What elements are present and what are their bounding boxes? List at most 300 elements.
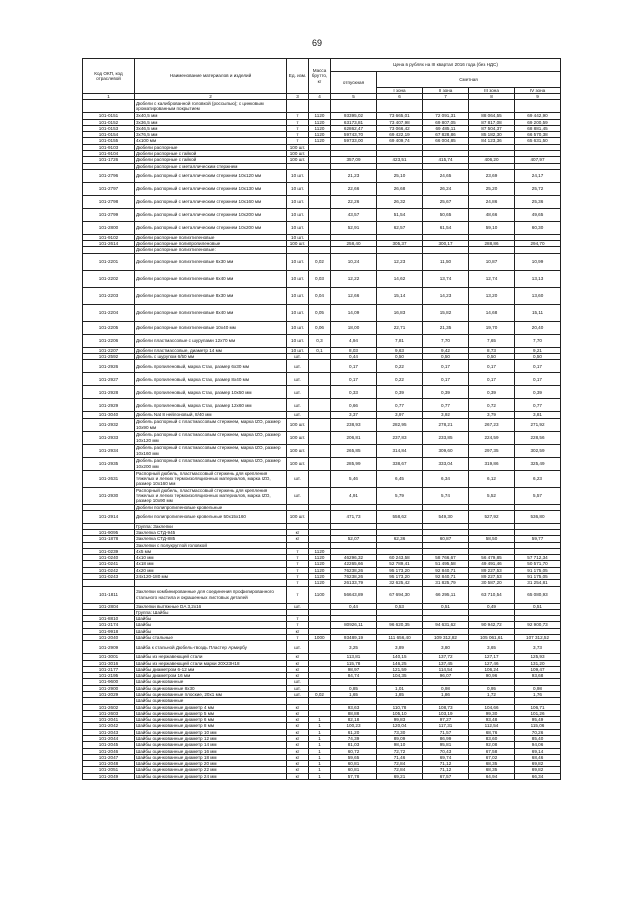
price-zone-1-cell: 89,09 bbox=[377, 735, 423, 741]
price-zone-3-cell: 90,96 bbox=[469, 673, 515, 679]
unit-cell: шт. bbox=[287, 685, 309, 691]
name-cell: Шайбы оцинкованные диаметр 5 мм bbox=[135, 710, 287, 716]
code-cell: 101-2930 bbox=[83, 487, 135, 504]
price-zone-4-cell: 69 442,90 bbox=[515, 113, 561, 119]
table-row bbox=[83, 444, 561, 457]
code-cell: 101-1878 bbox=[83, 536, 135, 542]
price-zone-1-cell: 104,35 bbox=[377, 673, 423, 679]
mass-cell: 0,02 bbox=[309, 253, 331, 270]
price-zone-2-cell: 50,65 bbox=[423, 208, 469, 221]
price-released-cell: 82,18 bbox=[331, 717, 377, 723]
name-cell: Шайбы оцинкованные диаметр 20 мм bbox=[135, 761, 287, 767]
price-table bbox=[82, 58, 561, 780]
code-cell: 101-9104 bbox=[83, 150, 135, 156]
price-zone-2-cell: 58 766,67 bbox=[423, 555, 469, 561]
price-zone-3-cell: 68,35 bbox=[469, 761, 515, 767]
unit-cell: 10 шт. bbox=[287, 195, 309, 208]
price-zone-1-cell: 98,10 bbox=[377, 742, 423, 748]
code-cell: 101-2592 bbox=[83, 353, 135, 359]
price-released-cell: 59733,00 bbox=[331, 138, 377, 144]
price-released-cell: 42265,66 bbox=[331, 561, 377, 567]
price-released-cell: 0,44 bbox=[331, 603, 377, 609]
price-zone-3-cell: 106,24 bbox=[469, 666, 515, 672]
header-price-caption: Цена в рублях на III квартал 2016 года (без НДС) bbox=[331, 59, 561, 72]
table-row bbox=[83, 457, 561, 470]
table-row bbox=[83, 574, 561, 580]
price-released-cell: 18,00 bbox=[331, 321, 377, 334]
code-cell: 101-2798 bbox=[83, 195, 135, 208]
price-zone-3-cell: 406,20 bbox=[469, 157, 515, 163]
price-released-cell: 59,65 bbox=[331, 754, 377, 760]
price-released-cell: 56643,89 bbox=[331, 586, 377, 603]
price-zone-4-cell: 0,50 bbox=[515, 353, 561, 359]
price-released-cell: 8,03 bbox=[331, 347, 377, 353]
price-zone-2-cell: 92 840,71 bbox=[423, 574, 469, 580]
price-zone-1-cell: 62,36 bbox=[377, 536, 423, 542]
price-zone-3-cell: 56 479,85 bbox=[469, 555, 515, 561]
code-cell: 101-3040 bbox=[83, 412, 135, 418]
name-cell: Дюбели распорные bbox=[135, 144, 287, 150]
unit-cell: шт. bbox=[287, 399, 309, 412]
code-cell: 101-2174 bbox=[83, 622, 135, 628]
name-cell: 3х46,5 мм bbox=[135, 125, 287, 131]
code-cell: 101-9918 bbox=[83, 628, 135, 634]
mass-cell: 1120 bbox=[309, 119, 331, 125]
mass-cell: 1 bbox=[309, 723, 331, 729]
name-cell: Дюбели распорные полиэтиленовые bbox=[135, 234, 287, 240]
price-zone-3-cell: 49 491,46 bbox=[469, 561, 515, 567]
price-zone-3-cell: 0,95 bbox=[469, 685, 515, 691]
price-zone-1-cell: 0,77 bbox=[377, 399, 423, 412]
price-zone-3-cell: 64,94 bbox=[469, 773, 515, 779]
price-zone-3-cell: 7,65 bbox=[469, 334, 515, 347]
unit-cell: 10 шт. bbox=[287, 347, 309, 353]
price-zone-2-cell: 0,98 bbox=[423, 685, 469, 691]
price-zone-4-cell: 0,51 bbox=[515, 603, 561, 609]
unit-cell: т bbox=[287, 555, 309, 561]
mass-cell: 0,04 bbox=[309, 287, 331, 304]
header-estimate: Сметная bbox=[377, 72, 561, 88]
code-cell: 101-0151 bbox=[83, 113, 135, 119]
unit-cell: 10 шт. bbox=[287, 270, 309, 287]
code-cell: 101-0242 bbox=[83, 567, 135, 573]
code-cell: 101-2048 bbox=[83, 761, 135, 767]
code-cell: 101-2203 bbox=[83, 287, 135, 304]
table-row bbox=[83, 321, 561, 334]
mass-cell: 1 bbox=[309, 773, 331, 779]
price-zone-1-cell: 9,63 bbox=[377, 347, 423, 353]
price-zone-3-cell: 89 227,53 bbox=[469, 567, 515, 573]
unit-cell: шт. bbox=[287, 386, 309, 399]
price-released-cell: 0,66 bbox=[331, 399, 377, 412]
col-number: 4 bbox=[309, 94, 331, 100]
price-zone-2-cell: 108,73 bbox=[423, 704, 469, 710]
code-cell: 101-2631 bbox=[83, 470, 135, 487]
price-zone-1-cell: 7,81 bbox=[377, 334, 423, 347]
name-cell: Шайбы оцинкованные диаметр 18 мм bbox=[135, 754, 287, 760]
price-zone-4-cell: 57 712,34 bbox=[515, 555, 561, 561]
price-zone-2-cell: 137,72 bbox=[423, 654, 469, 660]
price-zone-3-cell: 59,10 bbox=[469, 221, 515, 234]
price-zone-4-cell: 65 631,50 bbox=[515, 138, 561, 144]
name-cell: Шайбы оцинкованные диаметр 14 мм bbox=[135, 742, 287, 748]
name-cell: Дюбели распорные полиэтиленовые 6х40 мм bbox=[135, 270, 287, 287]
price-zone-2-cell: 1,86 bbox=[423, 691, 469, 697]
price-released-cell: 0,17 bbox=[331, 373, 377, 386]
name-cell: Заклепки комбинированные для соединения профилированного стального настила и окрашенных листовых деталей bbox=[135, 586, 287, 603]
price-zone-1-cell: 71,46 bbox=[377, 754, 423, 760]
price-zone-3-cell: 99,30 bbox=[469, 710, 515, 716]
price-zone-3-cell: 13,20 bbox=[469, 287, 515, 304]
unit-cell: кг bbox=[287, 536, 309, 542]
mass-cell: 1 bbox=[309, 735, 331, 741]
mass-cell: 1 bbox=[309, 767, 331, 773]
price-zone-3-cell: 19,70 bbox=[469, 321, 515, 334]
table-row bbox=[83, 221, 561, 234]
price-zone-2-cell: 9,42 bbox=[423, 347, 469, 353]
name-cell: Дюбели распорные с гайкой bbox=[135, 157, 287, 163]
unit-cell: 10 шт. bbox=[287, 234, 309, 240]
price-zone-3-cell: 48,66 bbox=[469, 208, 515, 221]
mass-cell: 1 bbox=[309, 748, 331, 754]
code-cell: 101-2206 bbox=[83, 334, 135, 347]
price-zone-2-cell: 333,04 bbox=[423, 457, 469, 470]
price-zone-3-cell: 30 587,20 bbox=[469, 580, 515, 586]
unit-cell: т bbox=[287, 113, 309, 119]
mass-cell: 1 bbox=[309, 761, 331, 767]
price-zone-4-cell: 13,13 bbox=[515, 270, 561, 287]
code-cell: 101-1811 bbox=[83, 586, 135, 603]
code-cell: 101-0152 bbox=[83, 119, 135, 125]
price-zone-3-cell: 127,46 bbox=[469, 660, 515, 666]
price-released-cell bbox=[331, 100, 377, 113]
price-zone-1-cell: 0,22 bbox=[377, 360, 423, 373]
unit-cell: шт. bbox=[287, 360, 309, 373]
price-zone-2-cell: 86,99 bbox=[423, 735, 469, 741]
price-zone-4-cell: 302,59 bbox=[515, 444, 561, 457]
name-cell: Шайбы оцинкованные диаметр 22 мм bbox=[135, 767, 287, 773]
price-zone-4-cell: 115,06 bbox=[515, 723, 561, 729]
code-cell: 101-3016 bbox=[83, 660, 135, 666]
price-zone-3-cell: 0,49 bbox=[469, 603, 515, 609]
price-zone-1-cell: 15,14 bbox=[377, 287, 423, 304]
price-zone-4-cell: 6,23 bbox=[515, 470, 561, 487]
price-zone-3-cell: 84 123,36 bbox=[469, 138, 515, 144]
code-cell: 101-2797 bbox=[83, 182, 135, 195]
mass-cell bbox=[309, 221, 331, 234]
name-cell: Дюбель распорный с металлическим стержнем 10х120 мм bbox=[135, 169, 287, 182]
code-cell: 101-2047 bbox=[83, 754, 135, 760]
name-cell: Дюбели полипропиленовые кровельные bbox=[135, 504, 287, 510]
price-released-cell: 84,74 bbox=[331, 673, 377, 679]
mass-cell bbox=[309, 431, 331, 444]
name-cell: Дюбели распорные полиэтиленовые: bbox=[135, 247, 287, 253]
price-zone-3-cell: 23,69 bbox=[469, 169, 515, 182]
price-zone-1-cell: 0,50 bbox=[377, 353, 423, 359]
price-zone-2-cell: 66 295,11 bbox=[423, 586, 469, 603]
mass-cell: 0,03 bbox=[309, 270, 331, 287]
price-zone-2-cell: 31 825,79 bbox=[423, 580, 469, 586]
code-cell: 101-2614 bbox=[83, 241, 135, 247]
price-zone-1-cell: 305,37 bbox=[377, 241, 423, 247]
name-cell: Шайбы оцинкованные плоские, 20х1 мм bbox=[135, 691, 287, 697]
price-zone-1-cell: 423,51 bbox=[377, 157, 423, 163]
price-zone-4-cell: 69,82 bbox=[515, 767, 561, 773]
code-cell: 101-0239 bbox=[83, 548, 135, 554]
price-released-cell: 22,26 bbox=[331, 195, 377, 208]
unit-cell: т bbox=[287, 635, 309, 641]
price-zone-1-cell: 25,10 bbox=[377, 169, 423, 182]
mass-cell bbox=[309, 418, 331, 431]
price-zone-1-cell: 26,68 bbox=[377, 182, 423, 195]
unit-cell: т bbox=[287, 119, 309, 125]
price-zone-4-cell: 15,11 bbox=[515, 304, 561, 321]
price-zone-1-cell: 3,97 bbox=[377, 412, 423, 418]
price-released-cell: 93489,19 bbox=[331, 635, 377, 641]
col-number: 6 bbox=[377, 94, 423, 100]
code-cell: 101-2049 bbox=[83, 773, 135, 779]
mass-cell: 0,06 bbox=[309, 321, 331, 334]
table-row bbox=[83, 125, 561, 131]
price-zone-3-cell: 89 227,53 bbox=[469, 574, 515, 580]
price-zone-4-cell: 25,72 bbox=[515, 182, 561, 195]
unit-cell: т bbox=[287, 574, 309, 580]
price-zone-3-cell: 5,52 bbox=[469, 487, 515, 504]
price-zone-4-cell: 13,60 bbox=[515, 287, 561, 304]
name-cell: Дюбель пропиленовый, марка Стах, размер 6х30 мм bbox=[135, 360, 287, 373]
table-row bbox=[83, 347, 561, 353]
price-zone-1-cell: 110,78 bbox=[377, 704, 423, 710]
price-released-cell: 46296,32 bbox=[331, 555, 377, 561]
header-zone-4: IV зона bbox=[515, 87, 561, 93]
unit-cell: 100 шт. bbox=[287, 150, 309, 156]
price-zone-2-cell: 26,24 bbox=[423, 182, 469, 195]
price-zone-3-cell: 92,08 bbox=[469, 742, 515, 748]
table-row bbox=[83, 138, 561, 144]
price-zone-1-cell: 558,62 bbox=[377, 510, 423, 523]
price-zone-3-cell: 0,50 bbox=[469, 353, 515, 359]
mass-cell: 1120 bbox=[309, 574, 331, 580]
price-zone-1-cell: 73 407,98 bbox=[377, 119, 423, 125]
name-cell: 4х5 мм bbox=[135, 548, 287, 554]
price-released-cell: 88,88 bbox=[331, 710, 377, 716]
price-released-cell: 43,57 bbox=[331, 208, 377, 221]
price-released-cell: 61,20 bbox=[331, 729, 377, 735]
price-zone-1-cell: 99,83 bbox=[377, 717, 423, 723]
table-body bbox=[83, 100, 561, 780]
mass-cell bbox=[309, 360, 331, 373]
price-zone-1-cell: 111 656,40 bbox=[377, 635, 423, 641]
mass-cell: 1120 bbox=[309, 567, 331, 573]
col-number: 7 bbox=[423, 94, 469, 100]
table-row bbox=[83, 270, 561, 287]
price-zone-4-cell: 228,56 bbox=[515, 431, 561, 444]
table-header bbox=[83, 59, 561, 100]
mass-cell bbox=[309, 169, 331, 182]
code-cell: 101-9103 bbox=[83, 144, 135, 150]
code-cell: 101-2204 bbox=[83, 304, 135, 321]
unit-cell: кг bbox=[287, 773, 309, 779]
price-zone-3-cell: 90 942,72 bbox=[469, 622, 515, 628]
code-cell: 101-3001 bbox=[83, 654, 135, 660]
price-zone-4-cell: 0,17 bbox=[515, 360, 561, 373]
code-cell: 101-2046 bbox=[83, 748, 135, 754]
table-row bbox=[83, 418, 561, 431]
price-zone-2-cell: 69 485,11 bbox=[423, 125, 469, 131]
price-released-cell: 98,97 bbox=[331, 666, 377, 672]
unit-cell: шт. bbox=[287, 353, 309, 359]
price-zone-1-cell: 105,10 bbox=[377, 710, 423, 716]
unit-cell: 100 шт. bbox=[287, 157, 309, 163]
price-zone-3-cell: 68,76 bbox=[469, 729, 515, 735]
price-zone-2-cell: 66 004,85 bbox=[423, 138, 469, 144]
price-zone-4-cell: 1,76 bbox=[515, 691, 561, 697]
unit-cell: 100 шт. bbox=[287, 444, 309, 457]
price-zone-1-cell: 1,01 bbox=[377, 685, 423, 691]
unit-cell: 10 шт. bbox=[287, 169, 309, 182]
unit-cell: 10 шт. bbox=[287, 334, 309, 347]
table-row bbox=[83, 169, 561, 182]
code-cell: 101-2042 bbox=[83, 723, 135, 729]
code-cell: 101-2927 bbox=[83, 373, 135, 386]
code-cell: 101-2800 bbox=[83, 221, 135, 234]
price-zone-3-cell: 112,54 bbox=[469, 723, 515, 729]
name-cell: Шайбы оцинкованные диаметр 10 мм bbox=[135, 729, 287, 735]
price-zone-1-cell: 32 625,42 bbox=[377, 580, 423, 586]
table-row bbox=[83, 510, 561, 523]
unit-cell: т bbox=[287, 567, 309, 573]
mass-cell: 1100 bbox=[309, 586, 331, 603]
code-cell: 101-9095 bbox=[83, 530, 135, 536]
code-cell: 101-2799 bbox=[83, 208, 135, 221]
code-cell: 101-2044 bbox=[83, 735, 135, 741]
price-zone-1-cell: 62,57 bbox=[377, 221, 423, 234]
mass-cell: 1120 bbox=[309, 548, 331, 554]
price-zone-3-cell: 1,72 bbox=[469, 691, 515, 697]
price-zone-1-cell: 96 620,35 bbox=[377, 622, 423, 628]
unit-cell: 10 шт. bbox=[287, 304, 309, 321]
unit-cell: 10 шт. bbox=[287, 208, 309, 221]
table-row bbox=[83, 635, 561, 641]
price-released-cell: 12,66 bbox=[331, 287, 377, 304]
table-row bbox=[83, 487, 561, 504]
price-zone-2-cell: 61,54 bbox=[423, 221, 469, 234]
price-zone-3-cell: 63 710,54 bbox=[469, 586, 515, 603]
price-zone-2-cell: 21,35 bbox=[423, 321, 469, 334]
unit-cell: 10 шт. bbox=[287, 221, 309, 234]
price-zone-2-cell bbox=[423, 100, 469, 113]
code-cell: 101-2051 bbox=[83, 767, 135, 773]
table-row bbox=[83, 773, 561, 779]
code-cell: 101-2914 bbox=[83, 510, 135, 523]
price-zone-4-cell: 131,20 bbox=[515, 660, 561, 666]
price-zone-3-cell: 12,74 bbox=[469, 270, 515, 287]
code-cell: 101-2207 bbox=[83, 347, 135, 353]
price-zone-2-cell: 549,30 bbox=[423, 510, 469, 523]
name-cell: 4х10 мм bbox=[135, 555, 287, 561]
price-released-cell: 81,03 bbox=[331, 742, 377, 748]
price-zone-4-cell: 94,06 bbox=[515, 742, 561, 748]
price-zone-4-cell: 49,65 bbox=[515, 208, 561, 221]
price-zone-2-cell: 25,67 bbox=[423, 195, 469, 208]
name-cell: Дюбель распорный с металлическим стержнем 10х160 мм bbox=[135, 195, 287, 208]
price-zone-2-cell: 300,17 bbox=[423, 241, 469, 247]
mass-cell: 1120 bbox=[309, 113, 331, 119]
table-row bbox=[83, 360, 561, 373]
table-row bbox=[83, 691, 561, 697]
price-zone-1-cell: 146,25 bbox=[377, 660, 423, 666]
mass-cell: 0,02 bbox=[309, 691, 331, 697]
code-cell: 101-1726 bbox=[83, 157, 135, 163]
unit-cell: кг bbox=[287, 761, 309, 767]
name-cell: Дюбель распорный с пластмассовым стержнем, марка IZO, размер 10х160 мм bbox=[135, 444, 287, 457]
table-row bbox=[83, 182, 561, 195]
unit-cell: кг bbox=[287, 673, 309, 679]
name-cell: Дюбели с калиброванной головкой (россыпью); с цинковым хроматированным покрытием bbox=[135, 100, 287, 113]
unit-cell: кг bbox=[287, 654, 309, 660]
price-released-cell: 52,91 bbox=[331, 221, 377, 234]
price-zone-1-cell: 282,95 bbox=[377, 418, 423, 431]
price-zone-3-cell: 0,39 bbox=[469, 386, 515, 399]
unit-cell: 100 шт. bbox=[287, 241, 309, 247]
unit-cell: т bbox=[287, 561, 309, 567]
price-zone-3-cell: 25,20 bbox=[469, 182, 515, 195]
price-zone-2-cell: 137,45 bbox=[423, 660, 469, 666]
table-row bbox=[83, 132, 561, 138]
name-cell: Шайбы оцинкованные диаметр 4 мм bbox=[135, 704, 287, 710]
price-zone-3-cell: 87 817,08 bbox=[469, 119, 515, 125]
price-zone-1-cell: 14,62 bbox=[377, 270, 423, 287]
price-zone-2-cell: 5,74 bbox=[423, 487, 469, 504]
price-zone-2-cell: 71,12 bbox=[423, 761, 469, 767]
price-zone-2-cell: 109 312,82 bbox=[423, 635, 469, 641]
price-zone-4-cell: 65 080,93 bbox=[515, 586, 561, 603]
price-zone-1-cell: 6,45 bbox=[377, 470, 423, 487]
unit-cell: шт. bbox=[287, 373, 309, 386]
mass-cell bbox=[309, 487, 331, 504]
price-zone-3-cell: 14,68 bbox=[469, 304, 515, 321]
price-zone-4-cell: 70,26 bbox=[515, 729, 561, 735]
name-cell: Заклепка СТД-885 bbox=[135, 536, 287, 542]
code-cell: 101-2205 bbox=[83, 321, 135, 334]
name-cell: Шайбы оцинкованные диаметр 24 мм bbox=[135, 773, 287, 779]
unit-cell: кг bbox=[287, 735, 309, 741]
unit-cell: 100 шт. bbox=[287, 418, 309, 431]
price-zone-3-cell: 87 504,37 bbox=[469, 125, 515, 131]
name-cell: Дюбель пропиленовый, марка Стах, размер 8х40 мм bbox=[135, 373, 287, 386]
name-cell: Дюбели пластмассовые, диаметр 14 мм bbox=[135, 347, 287, 353]
price-zone-4-cell: 9,21 bbox=[515, 347, 561, 353]
unit-cell: кг bbox=[287, 767, 309, 773]
price-zone-1-cell: 60 243,58 bbox=[377, 555, 423, 561]
mass-cell: 0,05 bbox=[309, 304, 331, 321]
unit-cell: кг bbox=[287, 666, 309, 672]
table-row bbox=[83, 373, 561, 386]
col-number: 9 bbox=[515, 94, 561, 100]
name-cell: Шайбы bbox=[135, 628, 287, 634]
price-zone-2-cell: 117,31 bbox=[423, 723, 469, 729]
name-cell: Дюбель распорный с пластмассовым стержнем, марка IZO, размер 10х90 мм bbox=[135, 418, 287, 431]
mass-cell bbox=[309, 100, 331, 113]
price-zone-3-cell: 288,86 bbox=[469, 241, 515, 247]
code-cell: 101-0154 bbox=[83, 132, 135, 138]
price-zone-4-cell: 69,14 bbox=[515, 748, 561, 754]
name-cell: Шайбы bbox=[135, 616, 287, 622]
price-zone-3-cell: 67,02 bbox=[469, 754, 515, 760]
mass-cell bbox=[309, 373, 331, 386]
price-zone-3-cell: 67,58 bbox=[469, 748, 515, 754]
price-zone-2-cell: 97,27 bbox=[423, 717, 469, 723]
